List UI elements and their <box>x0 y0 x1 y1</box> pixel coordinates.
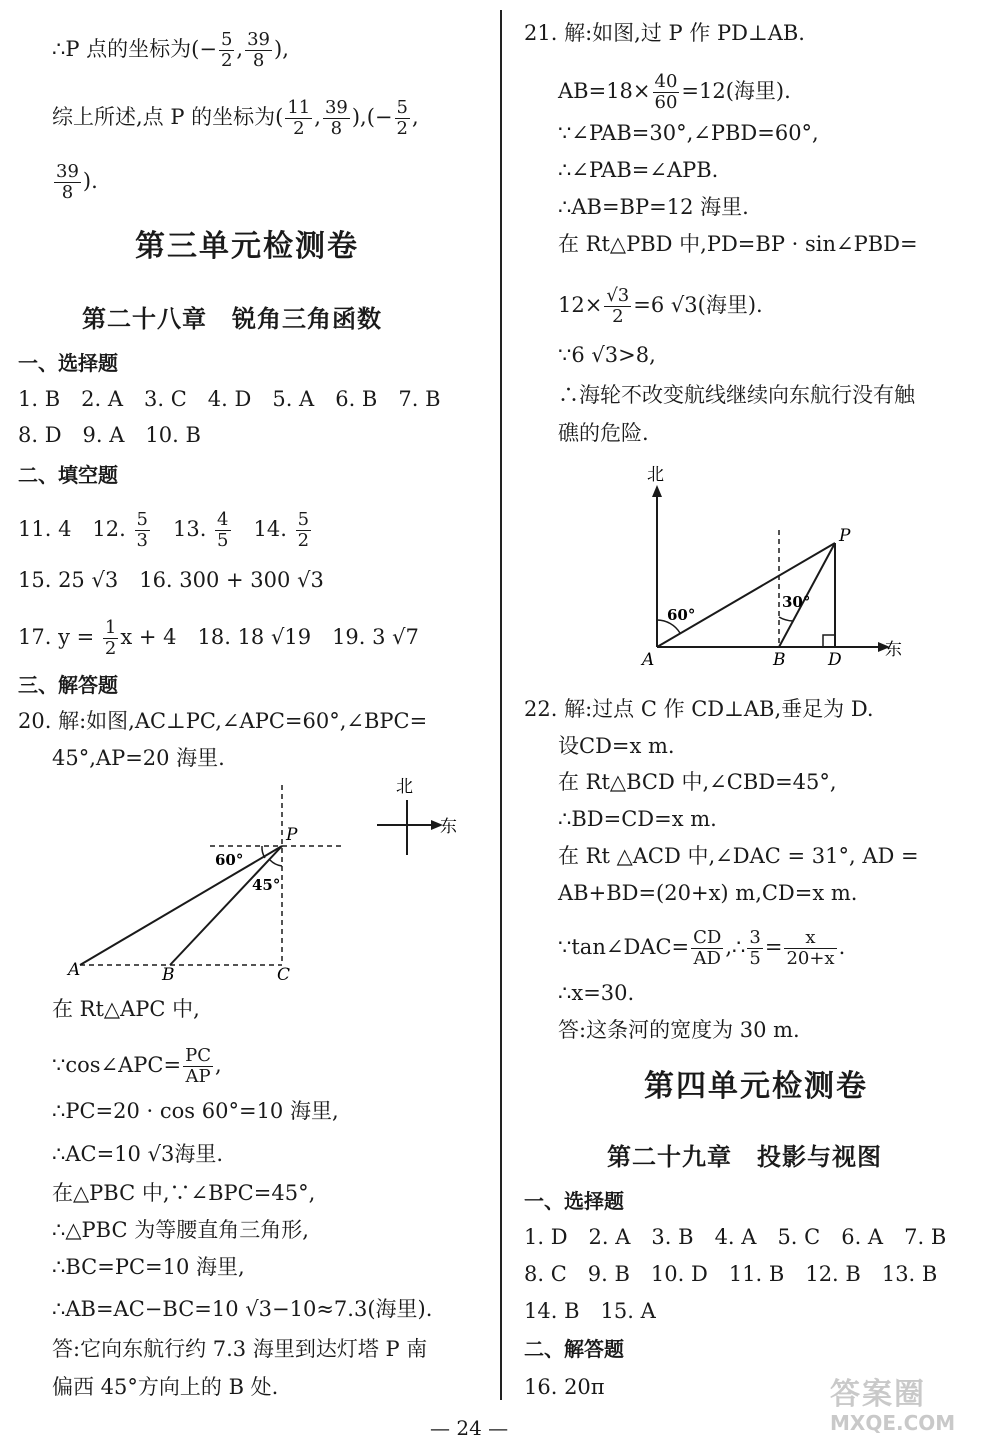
angle-30-label: 30° <box>782 593 811 611</box>
column-divider <box>500 10 502 1400</box>
angle-45-label: 45° <box>252 876 281 894</box>
watermark-logo <box>830 1378 995 1438</box>
summary-continuation: $\frac{39}{8}$ ). <box>56 161 98 203</box>
fraction: $\frac{11}{2}$ <box>287 97 311 139</box>
fraction: $\frac{3}{5}$ <box>749 927 761 969</box>
solution-line: 在 Rt△BCD 中,∠CBD=45°, <box>558 770 837 794</box>
angle-arc-30 <box>779 617 793 621</box>
chapter-title: 第二十九章 投影与视图 <box>607 1143 882 1171</box>
solution-line: 22. 解:过点 C 作 CD⊥AB,垂足为 D. <box>524 697 874 721</box>
solution-line: 45°,AP=20 海里. <box>52 746 225 770</box>
solution-line: 设CD=x m. <box>558 734 675 758</box>
solution-line: 在△PBC 中,∵∠BPC=45°, <box>52 1181 316 1205</box>
solution-line: 在 Rt△PBD 中,PD=BP · sin∠PBD= <box>558 232 918 256</box>
fraction: $\frac{CD}{AD}$ <box>693 927 722 969</box>
solution-line: ∴AC=10 √3海里. <box>52 1142 224 1166</box>
fill-answers-row: 11. 4 12. $\frac{5}{3}$ 13. $\frac{4}{5}$ 14. $\frac{5}{2}$ <box>18 509 310 551</box>
solution-line: ∵∠PAB=30°,∠PBD=60°, <box>558 121 819 145</box>
point-a-label: A <box>642 650 655 670</box>
fraction: $\frac{√3}{2}$ <box>606 285 630 327</box>
figure-20-diagram <box>0 770 490 985</box>
fraction: $\frac{5}{2}$ <box>220 29 233 71</box>
watermark-top: 答案圈 <box>830 1377 926 1412</box>
choice-answers-row: 8. C 9. B 10. D 11. B 12. B 13. B <box>524 1262 938 1286</box>
solution-line: ∴AB=BP=12 海里. <box>558 195 749 219</box>
fraction: $\frac{1}{2}$ <box>104 617 117 659</box>
solution-line: 偏西 45°方向上的 B 处. <box>52 1375 279 1399</box>
fraction: $\frac{4}{5}$ <box>217 509 229 551</box>
fraction: $\frac{5}{2}$ <box>297 509 310 551</box>
chapter-title: 第二十八章 锐角三角函数 <box>82 305 382 333</box>
fraction: $\frac{39}{8}$ <box>56 161 79 203</box>
watermark-bottom: MXQE.COM <box>830 1411 956 1435</box>
solution-line: 礁的危险. <box>558 421 649 445</box>
angle-60-label: 60° <box>667 606 696 624</box>
fraction: $\frac{x}{20+x}$ <box>786 927 835 969</box>
section-heading: 三、解答题 <box>18 673 118 697</box>
solution-line: ∴海轮不改变航线继续向东航行没有触 <box>558 383 915 407</box>
solution-line: 答:这条河的宽度为 30 m. <box>558 1018 800 1042</box>
choice-answers-row: 14. B 15. A <box>524 1299 656 1323</box>
section-heading: 二、填空题 <box>18 463 118 487</box>
angle-60-label: 60° <box>215 851 244 869</box>
fraction: $\frac{40}{60}$ <box>654 71 678 113</box>
solution-line: ∴x=30. <box>558 981 635 1005</box>
point-p-label: P <box>286 825 298 845</box>
point-b-label: B <box>162 965 175 985</box>
solution-line: ∵6 √3>8, <box>558 343 656 367</box>
solution-line: 21. 解:如图,过 P 作 PD⊥AB. <box>524 21 805 45</box>
point-c-label: C <box>277 965 291 985</box>
solution-line: ∴∠PAB=∠APB. <box>558 158 719 182</box>
fill-answers-row: 15. 25 √3 16. 300 + 300 √3 <box>18 568 324 592</box>
point-a-label: A <box>68 960 81 980</box>
solution-line: ∴PC=20 · cos 60°=10 海里, <box>52 1099 339 1123</box>
solution-line: ∴BC=PC=10 海里, <box>52 1255 245 1279</box>
solution-line: ∴△PBC 为等腰直角三角形, <box>52 1218 309 1242</box>
angle-arc-45 <box>270 860 282 866</box>
fraction: $\frac{5}{2}$ <box>396 97 408 139</box>
solution-line: 16. 20π <box>524 1375 605 1399</box>
solution-line: ∵cos∠APC= $\frac{PC}{AP}$ , <box>52 1045 222 1087</box>
p-coordinate-line: ∴P 点的坐标为(− $\frac{5}{2}$ , $\frac{39}{8}$ ), <box>52 29 289 71</box>
solution-line: ∴AB=AC−BC=10 √3−10≈7.3(海里). <box>52 1297 433 1321</box>
point-d-label: D <box>828 650 842 670</box>
choice-answers-row: 8. D 9. A 10. B <box>18 423 201 447</box>
right-angle-mark <box>823 635 835 647</box>
fraction: $\frac{5}{3}$ <box>136 509 148 551</box>
choice-answers-row: 1. B 2. A 3. C 4. D 5. A 6. B 7. B <box>18 387 441 411</box>
solution-line: ∴BD=CD=x m. <box>558 807 717 831</box>
point-b-label: B <box>773 650 786 670</box>
unit-title: 第三单元检测卷 <box>135 229 359 264</box>
solution-line: AB+BD=(20+x) m,CD=x m. <box>558 881 858 905</box>
ap-line <box>80 846 282 965</box>
solution-line: 在 Rt △ACD 中,∠DAC = 31°, AD = <box>558 844 919 868</box>
solution-line: 在 Rt△APC 中, <box>52 997 200 1021</box>
east-label: 东 <box>440 817 457 837</box>
solution-line: 答:它向东航行约 7.3 海里到达灯塔 P 南 <box>52 1337 428 1361</box>
section-heading: 二、解答题 <box>524 1337 624 1361</box>
page-number: — 24 — <box>430 1416 509 1440</box>
figure-21-diagram <box>602 455 942 675</box>
solution-line: ∵tan∠DAC= $\frac{CD}{AD}$ ,∴ $\frac{3}{5}$ = $\frac{x}{20+x}$ . <box>558 927 846 969</box>
solution-line: 12× $\frac{√3}{2}$ =6 √3(海里). <box>558 285 763 327</box>
north-arrow <box>652 485 662 497</box>
section-heading: 一、选择题 <box>524 1189 624 1213</box>
angle-arc-60 <box>262 846 265 858</box>
solution-line: 20. 解:如图,AC⊥PC,∠APC=60°,∠BPC= <box>18 709 428 733</box>
fill-answers-row: 17. y = $\frac{1}{2}$ x + 4 18. 18 √19 19. 3 √7 <box>18 617 419 659</box>
choice-answers-row: 1. D 2. A 3. B 4. A 5. C 6. A 7. B <box>524 1225 947 1249</box>
north-label: 北 <box>396 777 413 797</box>
north-label: 北 <box>647 465 664 485</box>
fraction: $\frac{39}{8}$ <box>324 97 348 139</box>
east-label: 东 <box>885 640 902 660</box>
section-heading: 一、选择题 <box>18 351 118 375</box>
fraction: $\frac{PC}{AP}$ <box>185 1045 211 1087</box>
unit-title: 第四单元检测卷 <box>644 1069 868 1104</box>
summary-line: 综上所述,点 P 的坐标为( $\frac{11}{2}$ , $\frac{39}{8}$ ),(− $\frac{5}{2}$ , <box>52 97 419 139</box>
point-p-label: P <box>839 526 851 546</box>
fraction: $\frac{39}{8}$ <box>247 29 271 71</box>
solution-line: AB=18× $\frac{40}{60}$ =12(海里). <box>558 71 791 113</box>
